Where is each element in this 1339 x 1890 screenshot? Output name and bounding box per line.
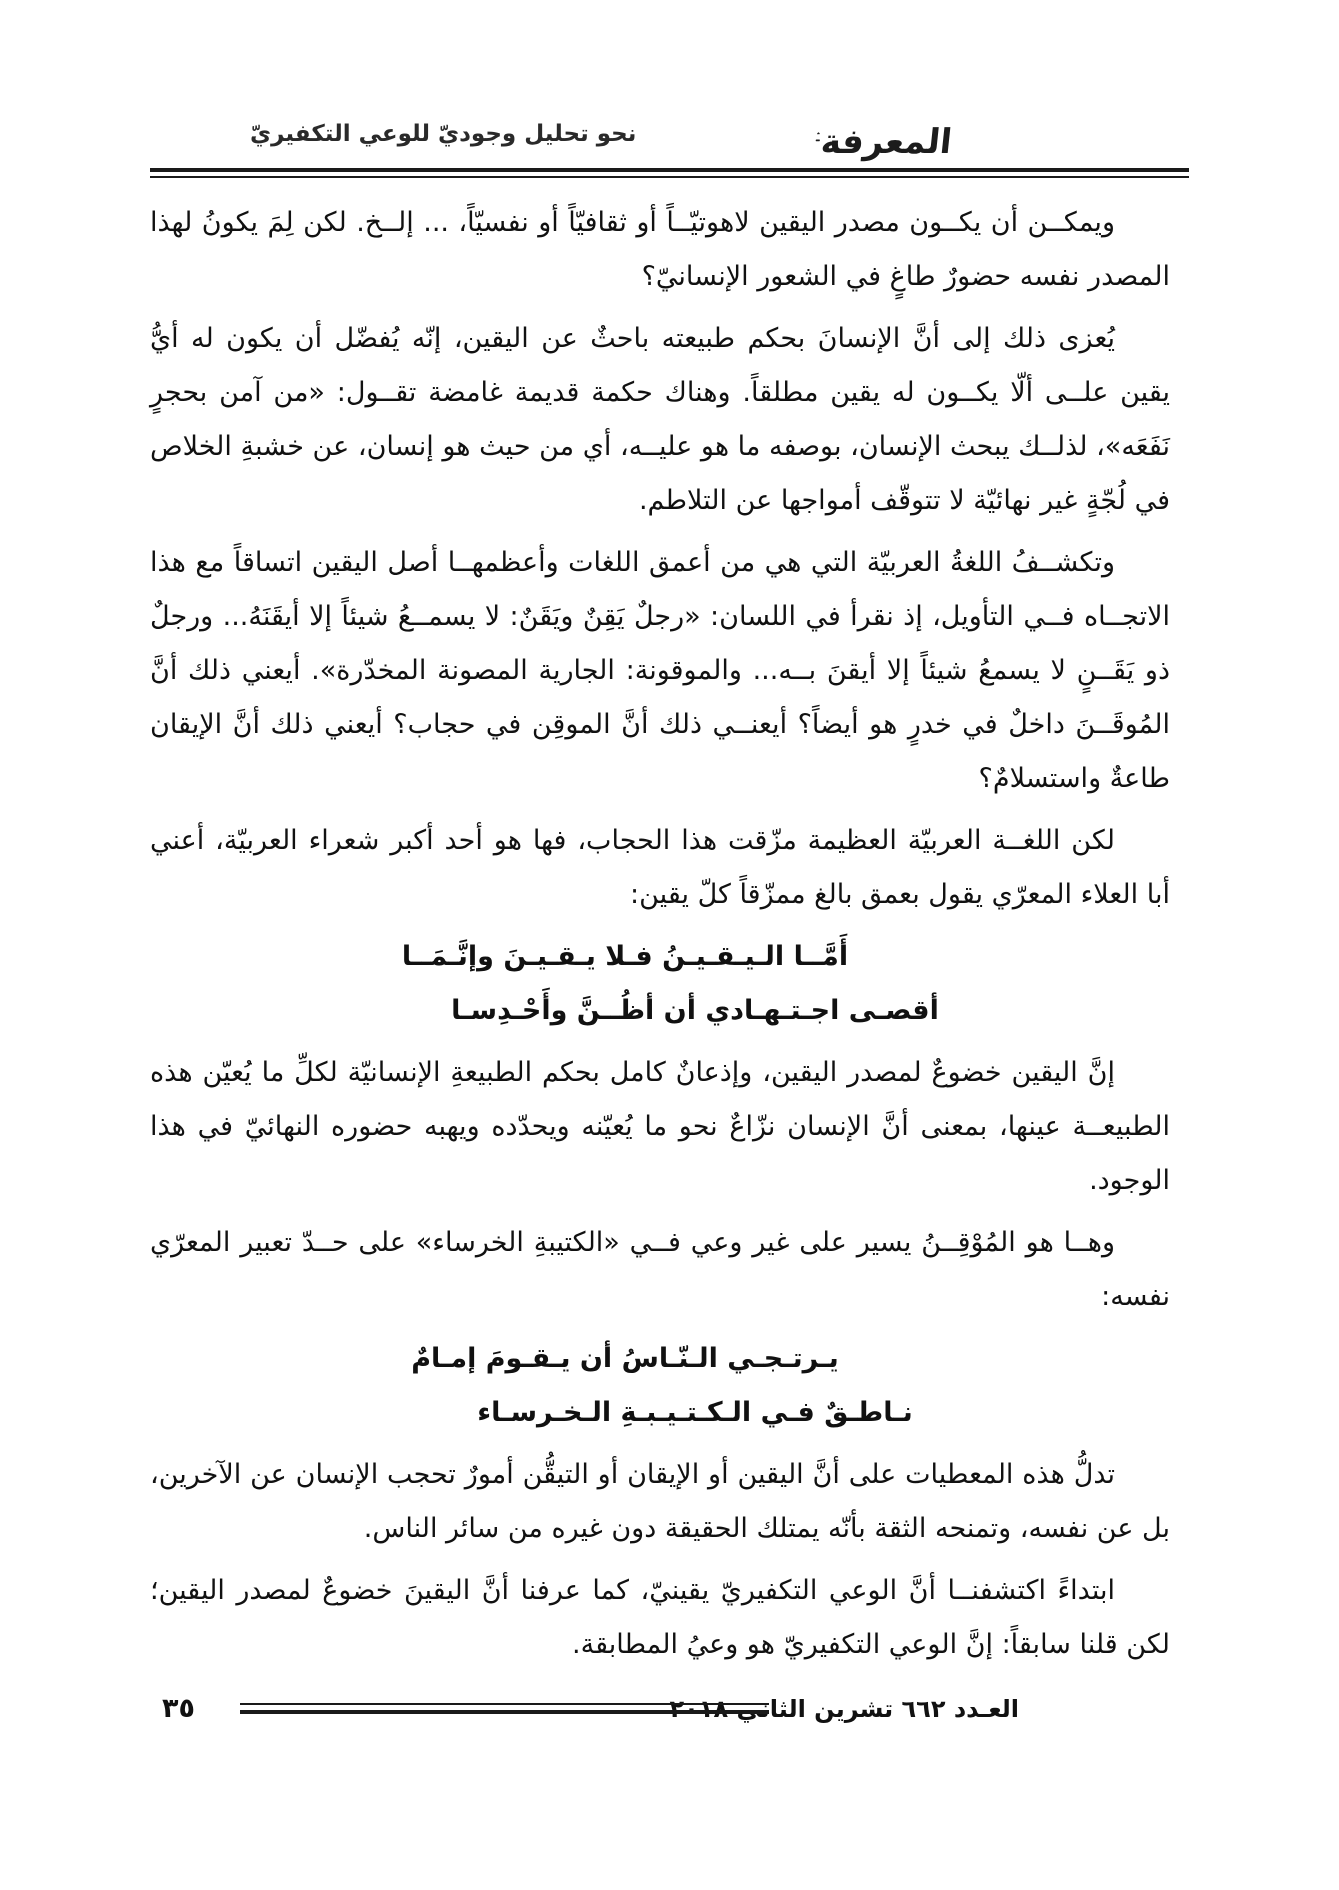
issue-info: العـدد ٦٦٢ تشرين الثاني ٢٠١٨	[669, 1695, 1019, 1723]
poetry-verse	[150, 1332, 1170, 1440]
running-head-article-title: نحو تحليل وجوديّ للوعي التكفيريّ	[250, 121, 637, 147]
paragraph: تدلُّ هذه المعطيات على أنَّ اليقين أو الإيقان أو التيقُّن أمورٌ تحجب الإنسان عن الآخرين، بل عن نفسه، وتمنحه الثقة بأنّه يمتلك الحقيقة دون غيره من سائر الناس.	[150, 1459, 1170, 1544]
verse-hemistich-2: نـاطـقٌ فـي الـكـتـيـبـةِ الـخـرسـاء	[477, 1397, 913, 1428]
paragraph: ابتداءً اكتشفنــا أنَّ الوعي التكفيريّ يقينيّ، كما عرفنا أنَّ اليقينَ خضوعٌ لمصدر اليقين؛ لكن قلنا سابقاً: إنَّ الوعي التكفيريّ هو وعيُ المطابقة.	[150, 1575, 1170, 1660]
paragraph: لكن اللغــة العربيّة العظيمة مزّقت هذا الحجاب، فها هو أحد أكبر شعراء العربيّة، أعني أبا العلاء المعرّي يقول بعمق بالغ ممزّقاً كلّ يقين:	[150, 825, 1170, 910]
paragraph: ويمكــن أن يكــون مصدر اليقين لاهوتيّــاً أو ثقافيّاً أو نفسيّاً، ... إلــخ. لكن لِمَ يكونُ لهذا المصدر نفسه حضورٌ طاغٍ في الشعور الإنسانيّ؟	[150, 207, 1170, 292]
poetry-verse	[150, 930, 1170, 1038]
header-divider	[150, 168, 1189, 178]
paragraph: وهــا هو المُوْقِــنُ يسير على غير وعي فــي «الكتيبةِ الخرساء» على حــدّ تعبير المعرّي نفسه:	[150, 1227, 1170, 1312]
verse-hemistich-1: أَمَّــا الـيـقـيـنُ فـلا يـقـيـنَ وإنَّـمَــا	[401, 941, 849, 972]
page-number: ٣٥	[162, 1693, 195, 1724]
journal-logo: المعرفة ـۛ	[815, 125, 954, 159]
footer-divider	[240, 1703, 769, 1714]
verse-hemistich-1: يـرتـجـي الـنّـاسُ أن يـقـومَ إمـامٌ	[411, 1343, 839, 1374]
page-footer	[150, 1693, 1189, 1733]
paragraph: يُعزى ذلك إلى أنَّ الإنسانَ بحكم طبيعته باحثٌ عن اليقين، إنّه يُفضّل أن يكون له أيُّ يقين علــى ألّا يكــون له يقين مطلقاً. وهناك حكمة قديمة غامضة تقــول: «من آمن بحجرٍ نَفَعَه»، لذلــك يبحث الإنسان، بوصفه ما هو عليــه، أي من حيث هو إنسان، عن خشبةِ الخلاص في لُجّةٍ غير نهائيّة لا تتوقّف أمواجها عن التلاطم.	[150, 323, 1170, 516]
verse-hemistich-2: أقصـى اجـتـهـادي أن أظُــنَّ وأَحْـدِسـا	[451, 995, 939, 1026]
article-body	[150, 196, 1170, 1680]
paragraph: وتكشــفُ اللغةُ العربيّة التي هي من أعمق اللغات وأعظمهــا أصل اليقين اتساقاً مع هذا الاتجــاه فــي التأويل، إذ نقرأ في اللسان: «رجلٌ يَقِنٌ ويَقَنٌ: لا يسمــعُ شيئاً إلا أيقَنَهُ... ورجلٌ ذو يَقَــنٍ لا يسمعُ شيئاً إلا أيقنَ بــه... والموقونة: الجارية المصونة المخدّرة». أيعني ذلك أنَّ المُوقَــنَ داخلٌ في خدرٍ هو أيضاً؟ أيعنــي ذلك أنَّ الموقِن في حجاب؟ أيعني ذلك أنَّ الإيقان طاعةٌ واستسلامٌ؟	[150, 547, 1170, 794]
paragraph: إنَّ اليقين خضوعٌ لمصدر اليقين، وإذعانٌ كامل بحكم الطبيعةِ الإنسانيّة لكلِّ ما يُعيّن هذه الطبيعــة عينها، بمعنى أنَّ الإنسان نزّاعٌ نحو ما يُعيّنه ويحدّده ويهبه حضوره النهائيّ في هذا الوجود.	[150, 1057, 1170, 1196]
page-header	[150, 0, 1170, 165]
